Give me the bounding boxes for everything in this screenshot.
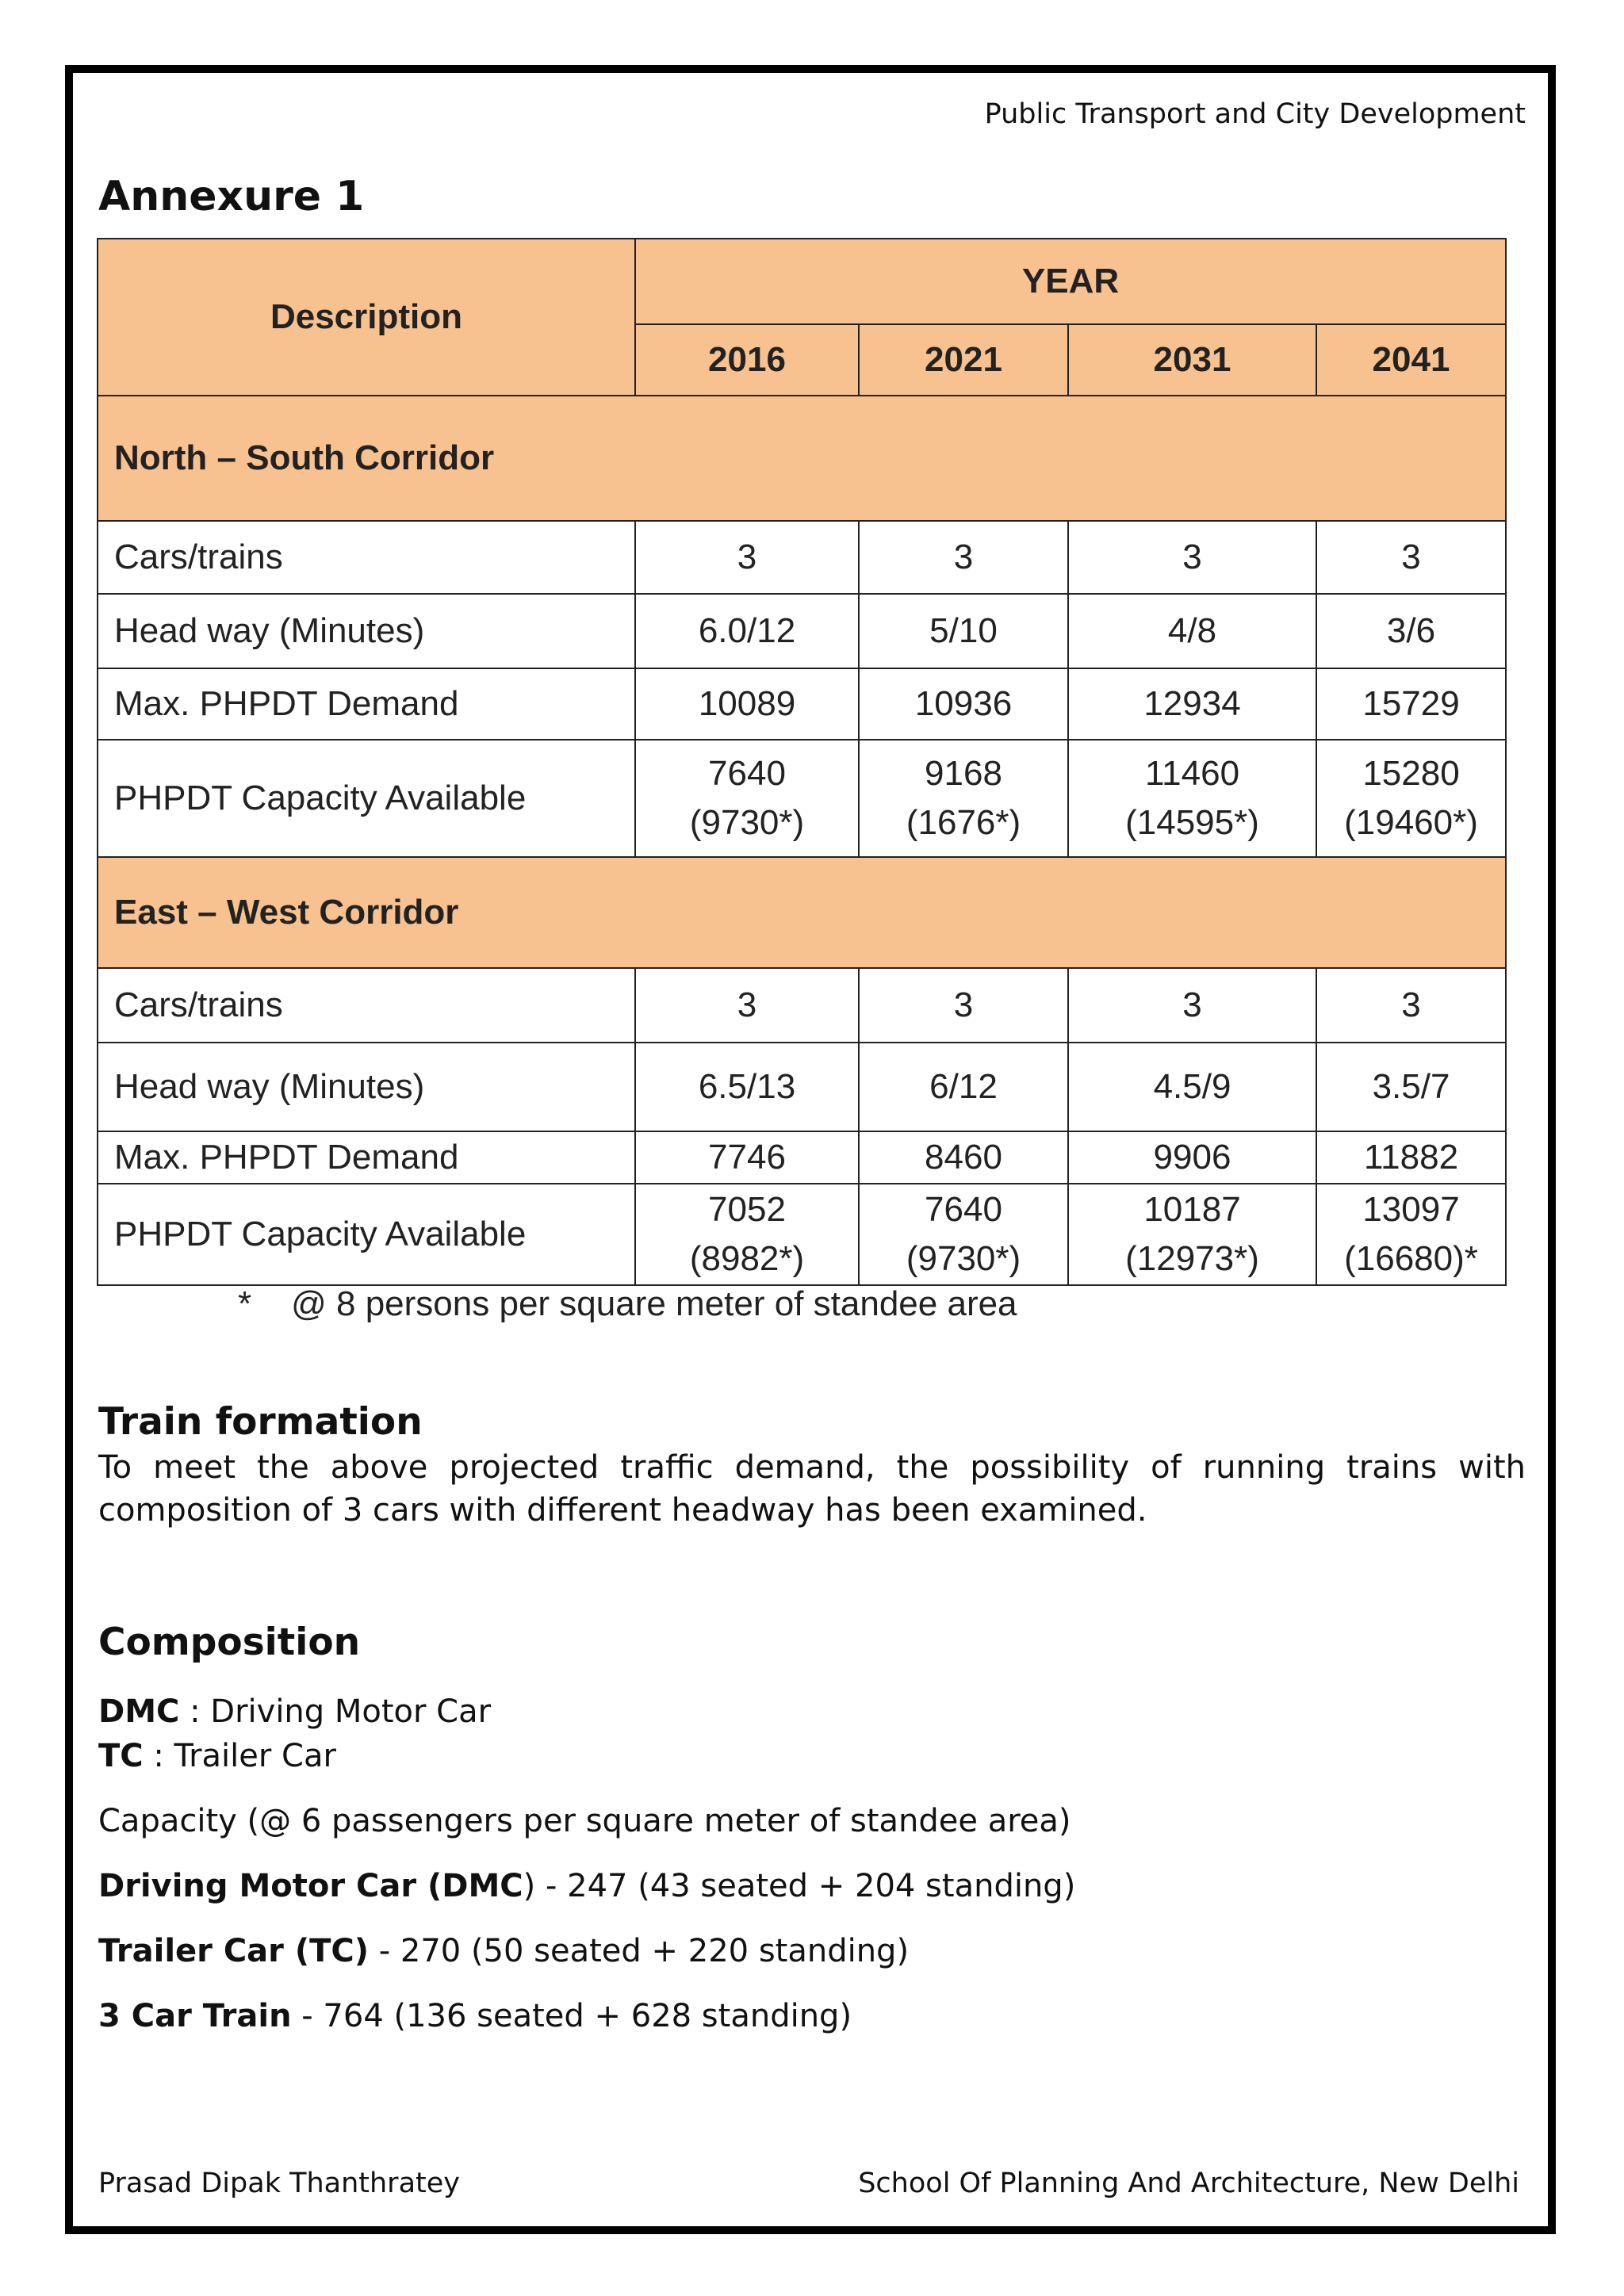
row-label: PHPDT Capacity Available xyxy=(98,740,635,857)
capacity-standee: (19460*) xyxy=(1344,803,1478,842)
cell: 4.5/9 xyxy=(1068,1043,1316,1131)
capacity-standee: (1676*) xyxy=(906,803,1021,842)
cell: 3 xyxy=(635,521,859,594)
table-row xyxy=(98,1131,1506,1184)
cell: 10089 xyxy=(635,668,859,740)
cell: 3.5/7 xyxy=(1316,1043,1506,1131)
section-east-west: East – West Corridor xyxy=(98,857,1506,968)
tc-definition xyxy=(98,1738,336,1774)
capacity-standee: (16680)* xyxy=(1344,1239,1478,1278)
section-north-south: North – South Corridor xyxy=(98,396,1506,521)
cell: 7746 xyxy=(635,1131,859,1184)
dmc-capacity-label: Driving Motor Car (DMC xyxy=(98,1868,523,1904)
cell: 12934 xyxy=(1068,668,1316,740)
running-header: Public Transport and City Development xyxy=(984,98,1526,130)
row-label: Cars/trains xyxy=(98,968,635,1043)
dmc-capacity xyxy=(98,1868,1075,1904)
cell: 11882 xyxy=(1316,1131,1506,1184)
capacity-value: 7640 xyxy=(925,1190,1002,1229)
train-capacity xyxy=(98,1998,852,2034)
cell: 3 xyxy=(859,968,1068,1043)
train-capacity-value: - 764 (136 seated + 628 standing) xyxy=(291,1998,852,2034)
row-label: PHPDT Capacity Available xyxy=(98,1184,635,1285)
cell: 9906 xyxy=(1068,1131,1316,1184)
train-capacity-label: 3 Car Train xyxy=(98,1998,292,2034)
capacity-standee: (12973*) xyxy=(1125,1239,1259,1278)
cell xyxy=(635,740,859,857)
footer-institution: School Of Planning And Architecture, New Delhi xyxy=(858,2168,1519,2199)
cell: 10936 xyxy=(859,668,1068,740)
cell xyxy=(859,1184,1068,1285)
table-row xyxy=(98,968,1506,1043)
table-row xyxy=(98,594,1506,668)
dmc-abbr: DMC xyxy=(98,1693,180,1730)
capacity-value: 10187 xyxy=(1143,1190,1241,1229)
table-row xyxy=(98,668,1506,740)
table-row xyxy=(98,1184,1506,1285)
row-label: Max. PHPDT Demand xyxy=(98,1131,635,1184)
annexure-title: Annexure 1 xyxy=(98,173,365,220)
capacity-value: 15280 xyxy=(1362,754,1460,793)
footer-author: Prasad Dipak Thanthratey xyxy=(98,2168,460,2199)
cell xyxy=(635,1184,859,1285)
capacity-standee: (9730*) xyxy=(689,803,805,842)
tc-abbr: TC xyxy=(98,1738,144,1774)
capacity-standee: (14595*) xyxy=(1125,803,1259,842)
cell: 3 xyxy=(1068,968,1316,1043)
tc-capacity-label: Trailer Car (TC) xyxy=(98,1933,370,1969)
capacity-value: 9168 xyxy=(925,754,1002,793)
year-2021: 2021 xyxy=(859,324,1068,396)
cell: 6/12 xyxy=(859,1043,1068,1131)
cell: 4/8 xyxy=(1068,594,1316,668)
table-row xyxy=(98,1043,1506,1131)
cell: 3 xyxy=(1068,521,1316,594)
train-formation-text: To meet the above projected traffic demand, the possibility of running trains with composition of 3 cars with different headway has been examined. xyxy=(98,1449,1526,1529)
cell: 3 xyxy=(1316,968,1506,1043)
capacity-table xyxy=(97,238,1505,1286)
capacity-value: 7052 xyxy=(708,1190,786,1229)
capacity-value: 7640 xyxy=(708,754,786,793)
cell: 6.5/13 xyxy=(635,1043,859,1131)
cell: 8460 xyxy=(859,1131,1068,1184)
capacity-standee: (8982*) xyxy=(689,1239,805,1278)
capacity-note: Capacity (@ 6 passengers per square meter of standee area) xyxy=(98,1803,1071,1839)
capacity-standee: (9730*) xyxy=(906,1239,1021,1278)
cell: 3 xyxy=(859,521,1068,594)
footnote-marker: * xyxy=(238,1284,252,1323)
table-row xyxy=(98,521,1506,594)
footnote-text: @ 8 persons per square meter of standee area xyxy=(291,1284,1017,1323)
row-label: Max. PHPDT Demand xyxy=(98,668,635,740)
year-header: YEAR xyxy=(635,239,1506,324)
row-label: Head way (Minutes) xyxy=(98,594,635,668)
cell: 15729 xyxy=(1316,668,1506,740)
composition-heading: Composition xyxy=(98,1621,361,1664)
capacity-value: 11460 xyxy=(1144,754,1240,793)
year-2016: 2016 xyxy=(635,324,859,396)
table-footnote xyxy=(238,1284,1017,1324)
cell: 3/6 xyxy=(1316,594,1506,668)
cell: 3 xyxy=(635,968,859,1043)
tc-capacity-value: - 270 (50 seated + 220 standing) xyxy=(369,1933,910,1969)
tc-capacity xyxy=(98,1933,909,1969)
tc-def: : Trailer Car xyxy=(143,1738,336,1774)
train-formation-heading: Train formation xyxy=(98,1400,423,1444)
cell xyxy=(1068,1184,1316,1285)
year-2041: 2041 xyxy=(1316,324,1506,396)
cell xyxy=(1316,740,1506,857)
cell xyxy=(859,740,1068,857)
description-header: Description xyxy=(98,239,635,396)
year-2031: 2031 xyxy=(1068,324,1316,396)
row-label: Head way (Minutes) xyxy=(98,1043,635,1131)
cell xyxy=(1316,1184,1506,1285)
dmc-definition xyxy=(98,1693,491,1730)
table-row xyxy=(98,740,1506,857)
row-label: Cars/trains xyxy=(98,521,635,594)
cell xyxy=(1068,740,1316,857)
cell: 5/10 xyxy=(859,594,1068,668)
capacity-value: 13097 xyxy=(1362,1190,1460,1229)
cell: 6.0/12 xyxy=(635,594,859,668)
cell: 3 xyxy=(1316,521,1506,594)
dmc-capacity-value: ) - 247 (43 seated + 204 standing) xyxy=(523,1868,1076,1904)
dmc-def: : Driving Motor Car xyxy=(179,1693,492,1730)
